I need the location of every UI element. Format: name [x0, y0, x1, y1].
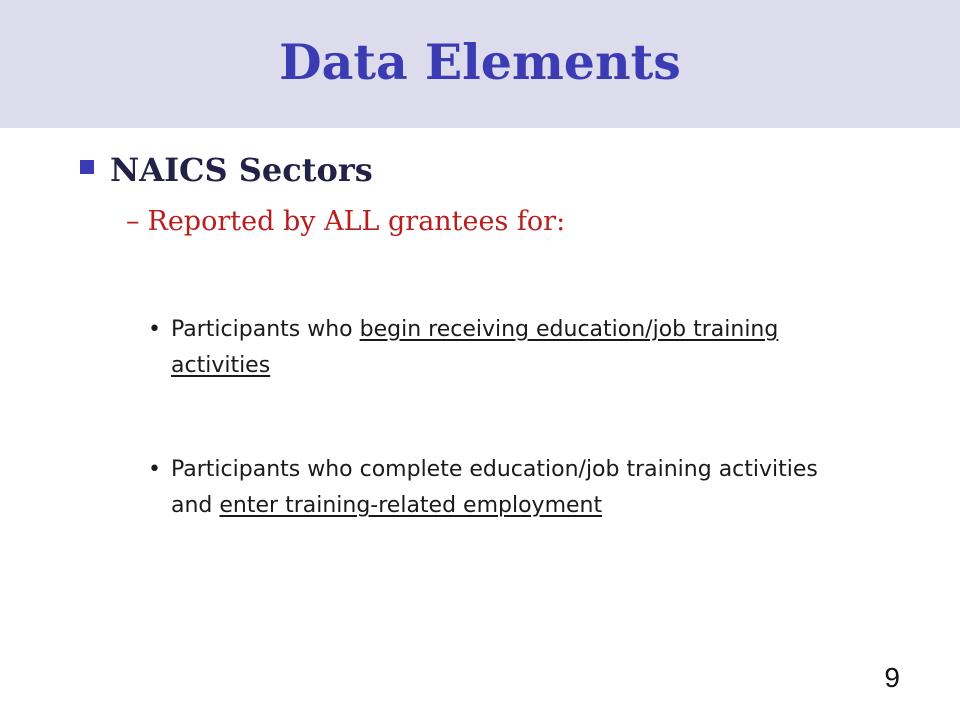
square-bullet-icon [80, 160, 94, 174]
bullet-heading [80, 146, 373, 194]
subheading-text: Reported by ALL grantees for: [147, 206, 566, 237]
list-item-text [171, 452, 848, 524]
dash-icon: – [126, 206, 140, 237]
list-item-text [171, 312, 848, 384]
slide-title: Data Elements [279, 33, 681, 91]
bullet-dot-icon: • [148, 457, 161, 482]
bullet-dot-icon: • [148, 317, 161, 342]
list-item [148, 452, 848, 524]
page-number: 9 [884, 662, 900, 693]
list-item-prefix: Participants who complete education/job training activities and [171, 457, 818, 518]
subheading [126, 206, 565, 237]
list-item-underlined: enter training-related employment [219, 493, 603, 518]
heading-text: NAICS Sectors [110, 151, 373, 189]
list-item-prefix: Participants who [171, 317, 360, 342]
list-item [148, 312, 848, 384]
list-item-underlined: begin receiving education/job training activities [171, 317, 779, 378]
